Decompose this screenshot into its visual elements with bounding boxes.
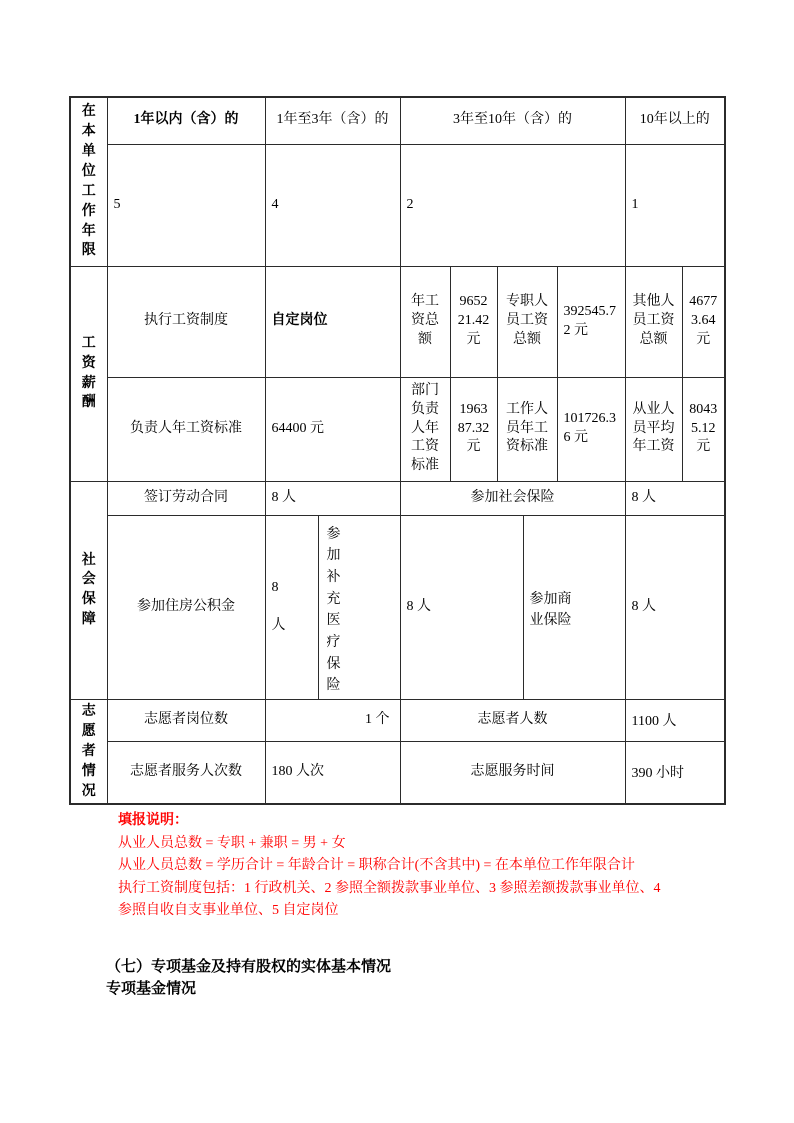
note-line: 从业人员总数 = 专职 + 兼职 = 男 + 女 (118, 835, 346, 851)
cell-dept-head-wage-label: 部门负责人年工资标准 (400, 377, 450, 481)
cell-vol-service-value: 180 人次 (265, 742, 400, 805)
cell-head-wage-label: 负责人年工资标准 (107, 377, 265, 481)
section-work-years-label: 在本单位工作年限 (81, 104, 96, 259)
cell-vol-service-label: 志愿者服务人次数 (107, 742, 265, 805)
cell-other-wage-label: 其他人员工资总额 (625, 266, 682, 377)
table-row (70, 742, 725, 805)
cell-supp-medical-value: 8 人 (400, 515, 523, 700)
cell-vol-post-value: 1 个 (265, 700, 400, 742)
section-salary-label: 工资薪酬 (81, 335, 96, 411)
table-row (70, 700, 725, 742)
cell-social-ins-label: 参加社会保险 (400, 481, 625, 515)
cell-annual-wage-label: 年工资总额 (400, 266, 450, 377)
section-work-years (70, 97, 107, 266)
filling-instructions-title: 填报说明： (118, 813, 188, 828)
cell-wy-value-1: 4 (265, 144, 400, 266)
cell-salary-system-value: 自定岗位 (265, 266, 400, 377)
table-row (70, 377, 725, 481)
cell-contract-value: 8 人 (265, 481, 400, 515)
filling-instructions (118, 810, 718, 923)
cell-vol-time-label: 志愿服务时间 (400, 742, 625, 805)
section-social-label: 社会保障 (81, 552, 96, 628)
table-row (70, 481, 725, 515)
cell-wy-value-3: 1 (625, 144, 725, 266)
cell-vol-count-value: 1100 人 (625, 700, 725, 742)
cell-supp-medical-label: 参加补充医疗保险 (318, 515, 400, 700)
special-fund-heading: 专项基金情况 (106, 981, 197, 997)
cell-social-ins-value: 8 人 (625, 481, 725, 515)
note-line: 参照自收自支事业单位、5 自定岗位 (118, 903, 339, 918)
cell-contract-label: 签订劳动合同 (107, 481, 265, 515)
report-table (69, 96, 726, 805)
cell-commercial-ins-value: 8 人 (625, 515, 725, 700)
cell-wy-value-2: 2 (400, 144, 625, 266)
cell-fulltime-wage-label: 专职人员工资总额 (497, 266, 557, 377)
cell-avg-wage-label: 从业人员平均年工资 (625, 377, 682, 481)
table-row (70, 97, 725, 144)
cell-housing-label: 参加住房公积金 (107, 515, 265, 700)
cell-other-wage-value: 46773.64 元 (682, 266, 725, 377)
table-row (70, 266, 725, 377)
section-seven-heading: （七）专项基金及持有股权的实体基本情况 (106, 959, 392, 975)
cell-wy-value-0: 5 (107, 144, 265, 266)
cell-wy-header-3: 10年以上的 (625, 97, 725, 144)
cell-wy-header-2: 3年至10年（含）的 (400, 97, 625, 144)
section-volunteer-label: 志愿者情况 (81, 704, 96, 799)
section-volunteer (70, 700, 107, 805)
cell-wy-header-0: 1年以内（含）的 (107, 97, 265, 144)
cell-vol-time-value: 390 小时 (625, 742, 725, 805)
cell-staff-wage-label: 工作人员年工资标准 (497, 377, 557, 481)
cell-dept-head-wage-value: 196387.32 元 (450, 377, 497, 481)
cell-avg-wage-value: 80435.12 元 (682, 377, 725, 481)
section-salary (70, 266, 107, 481)
cell-housing-value: 8 人 (265, 515, 318, 700)
cell-vol-count-label: 志愿者人数 (400, 700, 625, 742)
cell-head-wage-value: 64400 元 (265, 377, 400, 481)
note-line: 从业人员总数 = 学历合计 = 年龄合计 = 职称合计(不含其中) = 在本单位工作年限合计 (118, 858, 635, 873)
cell-fulltime-wage-value: 392545.72 元 (557, 266, 625, 377)
cell-wy-header-1: 1年至3年（含）的 (265, 97, 400, 144)
cell-staff-wage-value: 101726.36 元 (557, 377, 625, 481)
note-line: 执行工资制度包括：1 行政机关、2 参照全额拨款事业单位、3 参照差额拨款事业单位、4 (118, 880, 661, 896)
cell-annual-wage-value: 965221.42 元 (450, 266, 497, 377)
section-social (70, 481, 107, 700)
next-section-headings (106, 956, 726, 1000)
cell-salary-system-label: 执行工资制度 (107, 266, 265, 377)
cell-vol-post-label: 志愿者岗位数 (107, 700, 265, 742)
table-row (70, 144, 725, 266)
table-row (70, 515, 725, 700)
cell-commercial-ins-label: 参加商业保险 (523, 515, 625, 700)
